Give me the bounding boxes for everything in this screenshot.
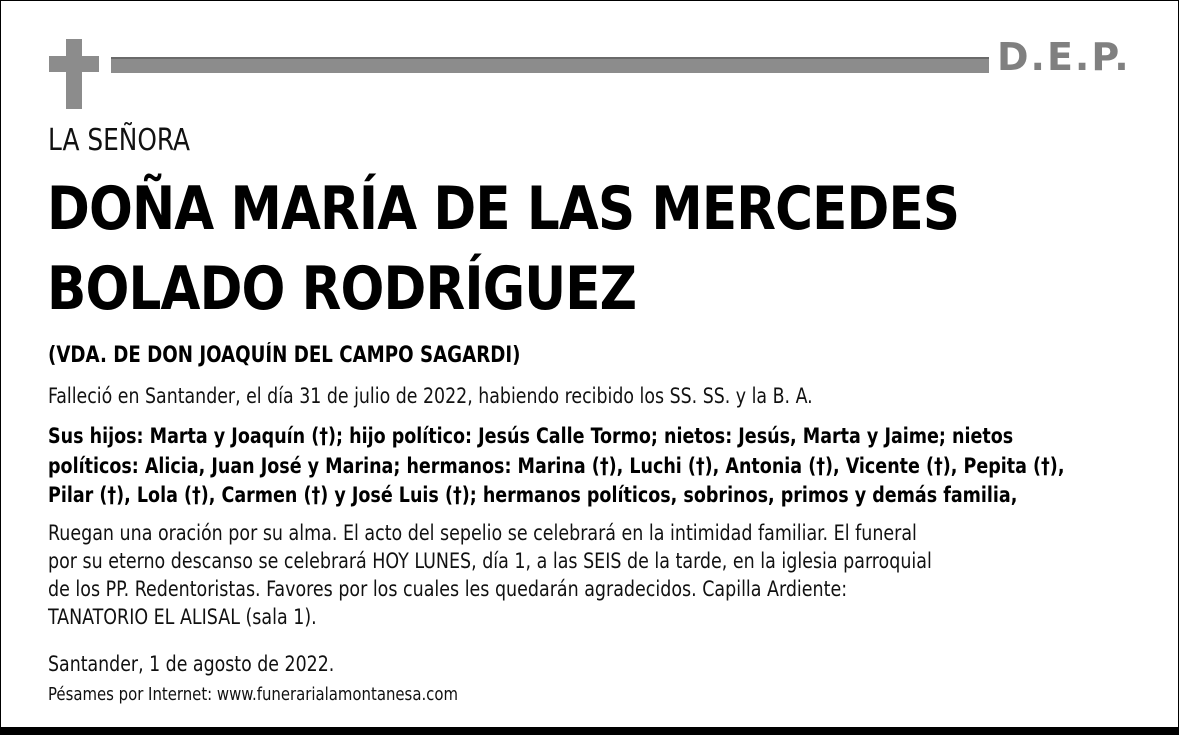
cross-icon — [49, 39, 99, 109]
family-line: políticos: Alicia, Juan José y Marina; hermanos: Marina (†), Luchi (†), Antonia (†), Vicente (†), Pepita (†), — [48, 453, 1065, 478]
place-date: Santander, 1 de agosto de 2022. — [48, 652, 335, 676]
name-line-1: DOÑA MARÍA DE LAS MERCEDES — [47, 174, 960, 244]
dep-label: D.E.P. — [997, 35, 1131, 79]
widow-of: (VDA. DE DON JOAQUÍN DEL CAMPO SAGARDI) — [48, 343, 521, 368]
name-line-2: BOLADO RODRÍGUEZ — [47, 254, 637, 324]
family-line: Pilar (†), Lola (†), Carmen (†) y José Luis (†); hermanos políticos, sobrinos, primos y demás familia, — [48, 483, 1018, 507]
header-rule — [111, 57, 989, 73]
deceased-name — [47, 169, 959, 329]
service-line: de los PP. Redentoristas. Favores por los cuales les quedarán agradecidos. Capilla Ardiente: — [48, 577, 848, 601]
death-notice: Falleció en Santander, el día 31 de julio de 2022, habiendo recibido los SS. SS. y la B. A. — [48, 384, 813, 408]
family-list — [48, 422, 1123, 511]
service-details — [48, 519, 1121, 631]
service-line: por su eterno descanso se celebrará HOY LUNES, día 1, a las SEIS de la tarde, en la iglesia parroquial — [48, 549, 932, 573]
service-line: Ruegan una oración por su alma. El acto del sepelio se celebrará en la intimidad familiar. El funeral — [48, 521, 917, 545]
service-line: TANATORIO EL ALISAL (sala 1). — [48, 605, 317, 629]
family-line: Sus hijos: Marta y Joaquín (†); hijo político: Jesús Calle Tormo; nietos: Jesús, Marta y Jaime; nietos — [48, 424, 1014, 448]
honorific: LA SEÑORA — [48, 123, 191, 158]
condolences-website: Pésames por Internet: www.funerarialamontanesa.com — [48, 684, 459, 705]
